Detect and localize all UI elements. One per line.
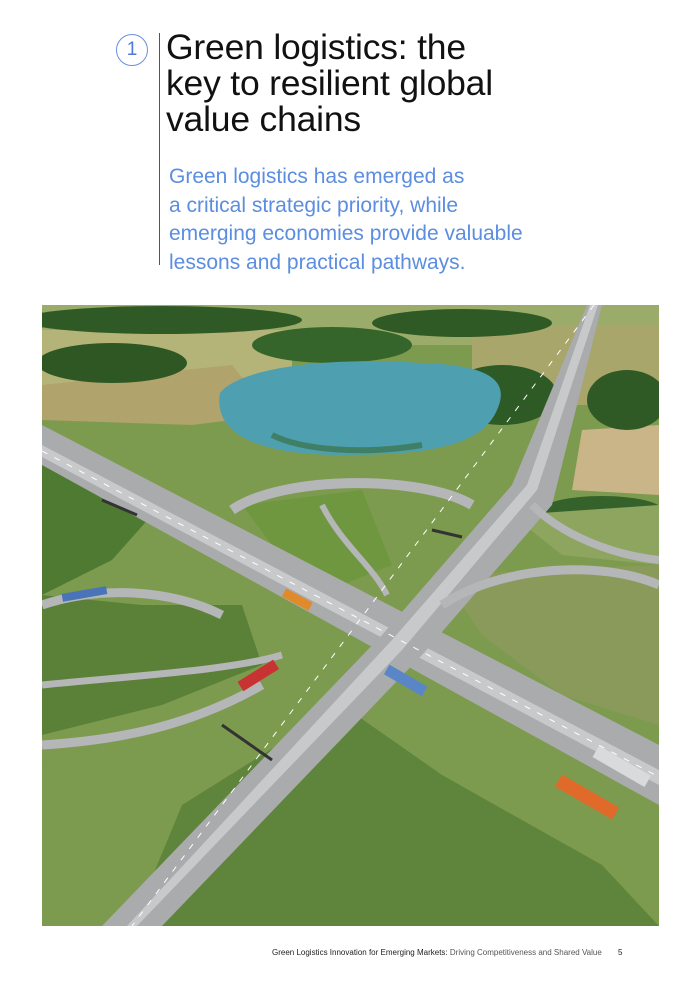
- title-line: value chains: [166, 99, 361, 139]
- footer-report-title: Green Logistics Innovation for Emerging Markets:: [272, 948, 448, 957]
- subtitle-line: a critical strategic priority, while: [169, 193, 459, 217]
- aerial-highway-photo: [42, 305, 659, 926]
- title-line: Green logistics: the: [166, 27, 466, 67]
- vertical-divider: [159, 33, 160, 265]
- subtitle-line: emerging economies provide valuable: [169, 222, 523, 245]
- page-footer: [272, 948, 623, 957]
- page-number: 5: [618, 948, 623, 957]
- page-title: [166, 29, 616, 137]
- page-subtitle: [169, 163, 589, 277]
- footer-report-subtitle: Driving Competitiveness and Shared Value: [449, 948, 602, 957]
- subtitle-line: lessons and practical pathways.: [169, 250, 466, 274]
- chapter-number-badge: 1: [116, 34, 148, 66]
- aerial-photo-illustration: [42, 305, 659, 926]
- subtitle-line: Green logistics has emerged as: [169, 165, 465, 188]
- title-line: key to resilient global: [166, 63, 493, 103]
